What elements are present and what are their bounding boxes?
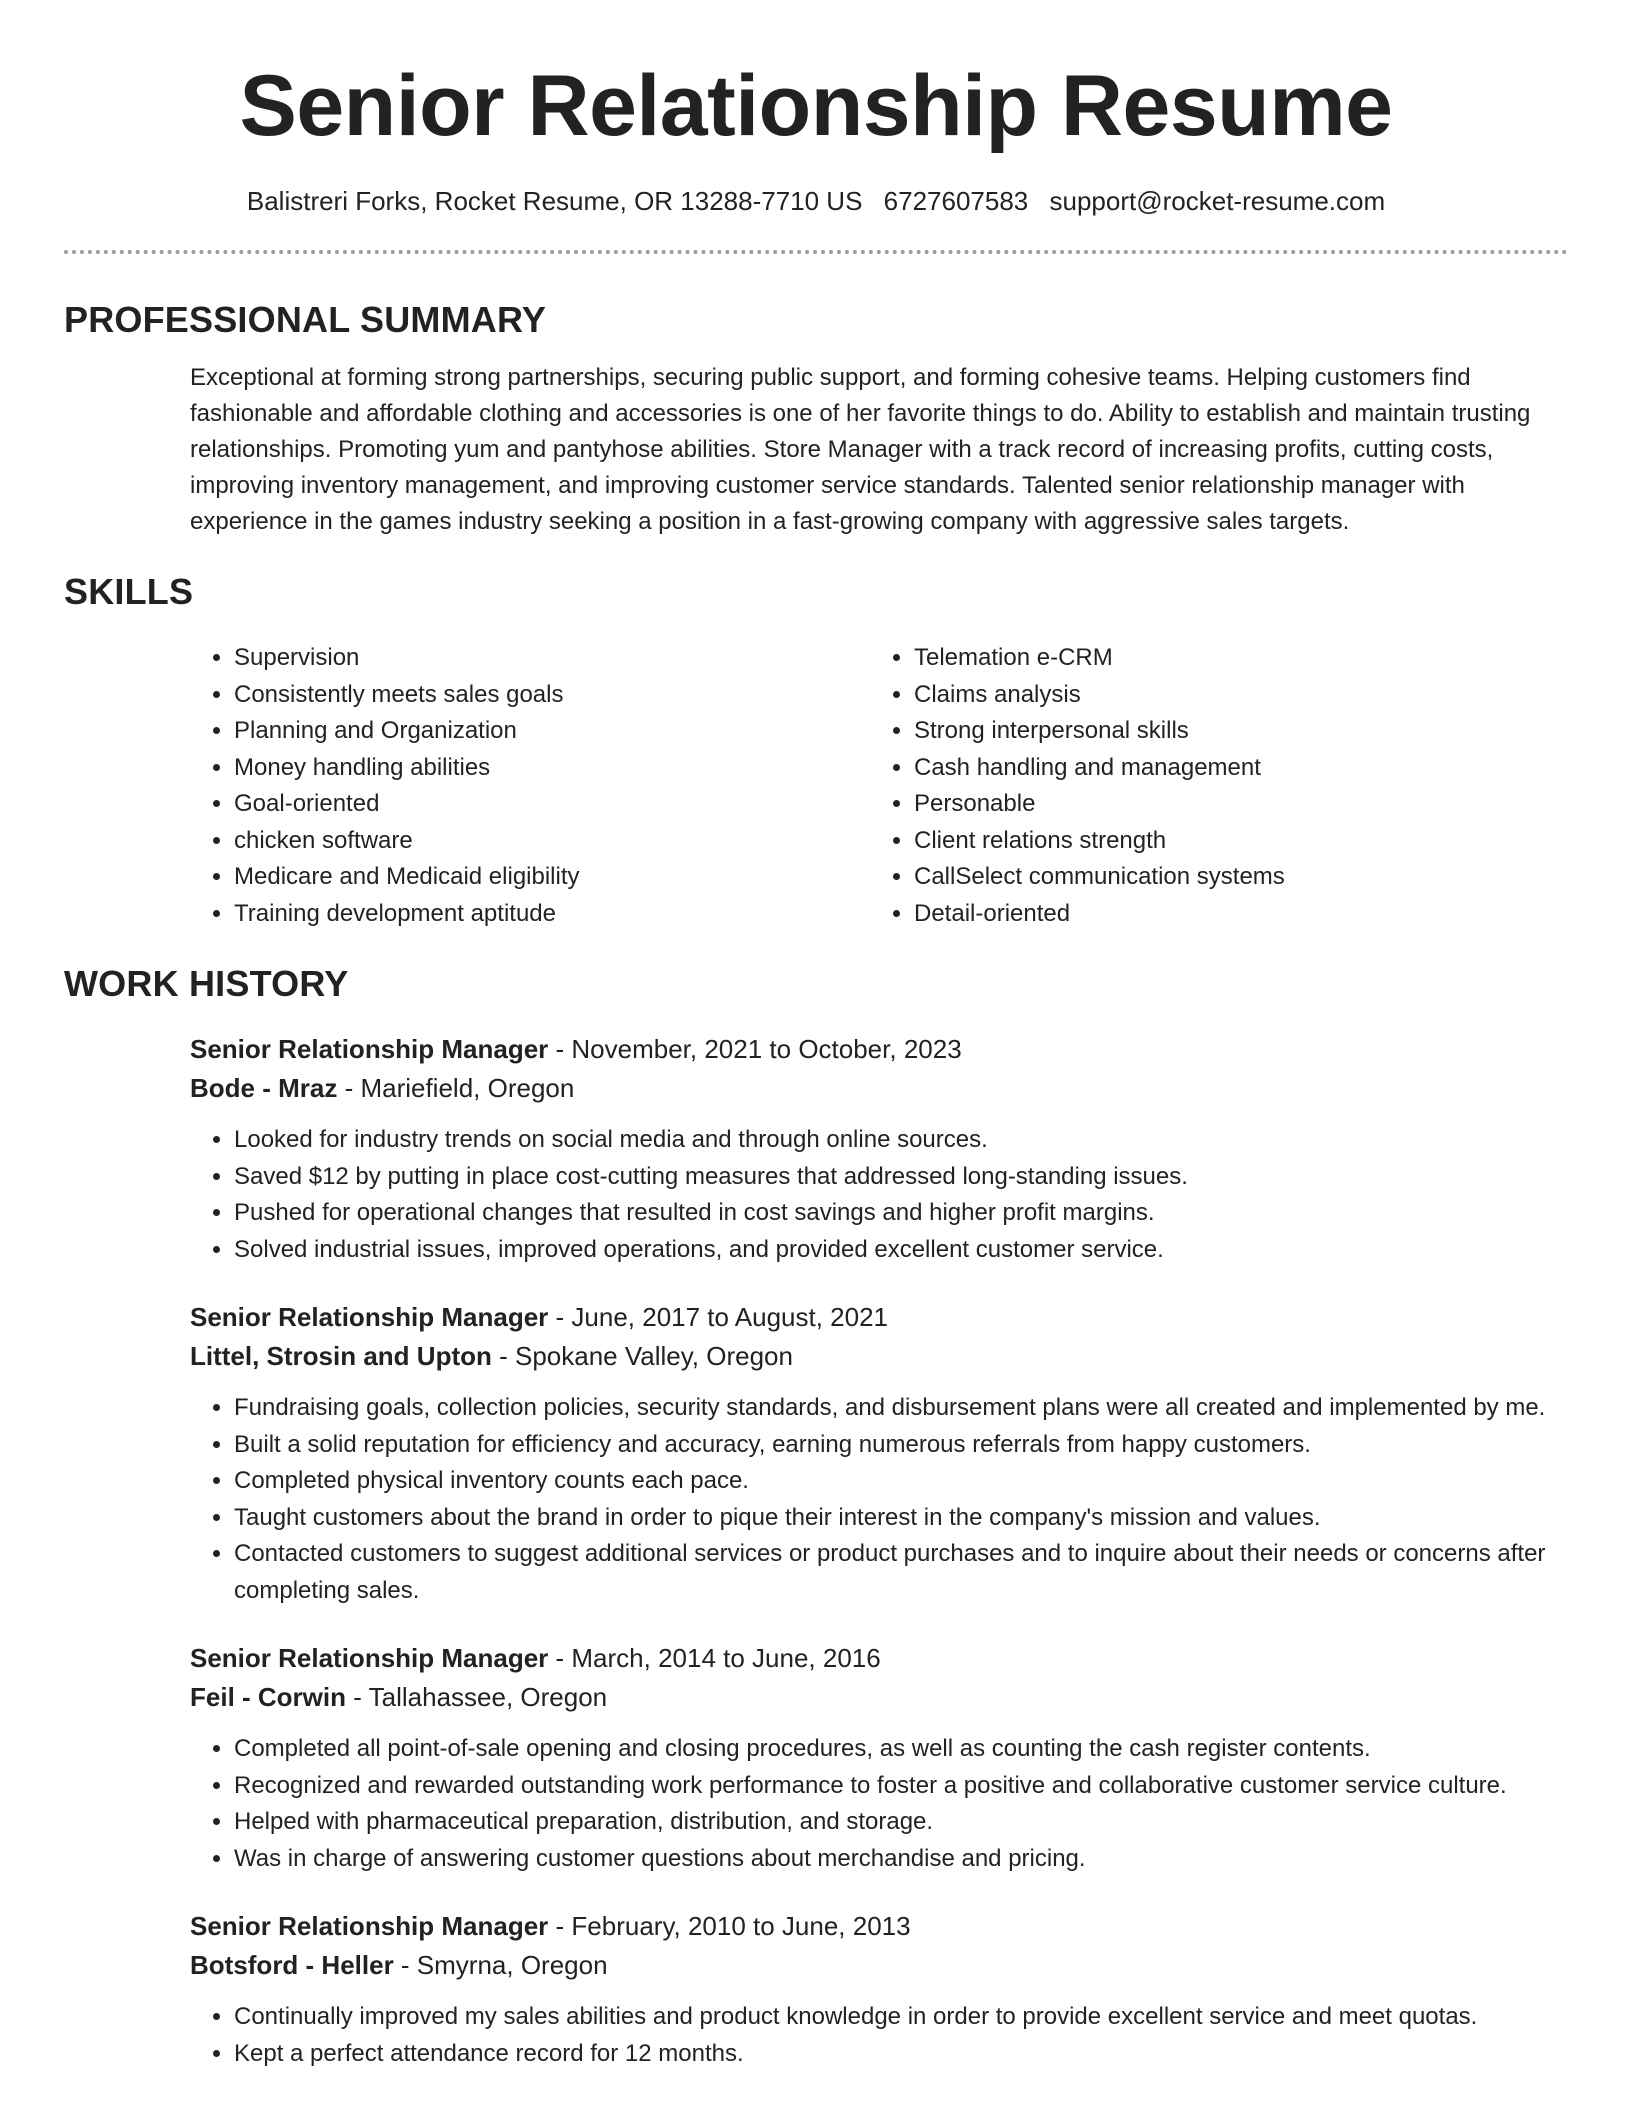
- skill-item: • Client relations strength: [914, 823, 1285, 860]
- job-title: Senior Relationship Manager: [190, 1302, 549, 1332]
- job-bullets: [190, 1731, 1568, 1877]
- skill-item: • Medicare and Medicaid eligibility: [234, 859, 870, 896]
- job-bullets: [190, 1390, 1568, 1609]
- skill-item: • Supervision: [234, 640, 870, 677]
- skill-item: • Personable: [914, 786, 1285, 823]
- job-company-line: [190, 1678, 1568, 1717]
- job-title: Senior Relationship Manager: [190, 1034, 549, 1064]
- job-bullet: • Contacted customers to suggest additional services or product purchases and to inquire about their needs or concerns after completing sales.: [234, 1536, 1568, 1609]
- job-dates: - March, 2014 to June, 2016: [548, 1643, 881, 1673]
- section-heading-work-history: WORK HISTORY: [64, 963, 349, 1004]
- header-divider: [64, 250, 1568, 254]
- skills-list-right: [870, 640, 1285, 932]
- job-entry: [190, 1298, 1568, 1609]
- job-title: Senior Relationship Manager: [190, 1643, 549, 1673]
- skill-item: • Detail-oriented: [914, 896, 1285, 933]
- job-company: Feil - Corwin: [190, 1682, 346, 1712]
- job-bullet: • Solved industrial issues, improved operations, and provided excellent customer service.: [234, 1232, 1568, 1269]
- job-title-line: [190, 1907, 1568, 1946]
- skill-item: • Strong interpersonal skills: [914, 713, 1285, 750]
- contact-line: [64, 184, 1568, 218]
- job-location: - Smyrna, Oregon: [393, 1950, 608, 1980]
- skill-item: • Goal-oriented: [234, 786, 870, 823]
- section-heading-skills: SKILLS: [64, 571, 194, 612]
- job-dates: - June, 2017 to August, 2021: [548, 1302, 888, 1332]
- job-company: Littel, Strosin and Upton: [190, 1341, 492, 1371]
- job-company-line: [190, 1946, 1568, 1985]
- job-company-line: [190, 1069, 1568, 1108]
- job-bullet: • Recognized and rewarded outstanding work performance to foster a positive and collaborative customer service culture.: [234, 1768, 1568, 1805]
- skills-columns: [190, 640, 1568, 932]
- job-dates: - November, 2021 to October, 2023: [548, 1034, 962, 1064]
- job-bullet: • Completed all point-of-sale opening and closing procedures, as well as counting the cash register contents.: [234, 1731, 1568, 1768]
- job-bullet: • Was in charge of answering customer questions about merchandise and pricing.: [234, 1841, 1568, 1878]
- job-bullet: • Looked for industry trends on social media and through online sources.: [234, 1122, 1568, 1159]
- summary-text: Exceptional at forming strong partnerships, securing public support, and forming cohesive teams. Helping customers find fashionable and affordable clothing and accessories is one of her favorite things to do. Ability to establish and maintain trusting relationships. Promoting yum and pantyhose abilities. Store Manager with a track record of increasing profits, cutting costs, improving inventory management, and improving customer service standards. Talented senior relationship manager with experience in the games industry seeking a position in a fast-growing company with aggressive sales targets.: [190, 364, 1531, 535]
- job-bullet: • Built a solid reputation for efficiency and accuracy, earning numerous referrals from happy customers.: [234, 1427, 1568, 1464]
- contact-address: Balistreri Forks, Rocket Resume, OR 13288-7710 US: [246, 186, 863, 216]
- job-bullet: • Continually improved my sales abilities and product knowledge in order to provide excellent service and meet quotas.: [234, 1999, 1568, 2036]
- skills-list-left: [190, 640, 870, 932]
- skill-item: • chicken software: [234, 823, 870, 860]
- job-company: Botsford - Heller: [190, 1950, 394, 1980]
- job-bullet: • Kept a perfect attendance record for 12 months.: [234, 2036, 1568, 2073]
- job-location: - Tallahassee, Oregon: [346, 1682, 608, 1712]
- contact-email[interactable]: support@rocket-resume.com: [1049, 186, 1386, 216]
- skills-section: [64, 570, 1568, 932]
- job-location: - Mariefield, Oregon: [337, 1073, 575, 1103]
- job-title-line: [190, 1639, 1568, 1678]
- skill-item: • Telemation e-CRM: [914, 640, 1285, 677]
- skill-item: • Money handling abilities: [234, 750, 870, 787]
- skill-item: • Consistently meets sales goals: [234, 677, 870, 714]
- skill-item: • CallSelect communication systems: [914, 859, 1285, 896]
- work-history-section: [64, 962, 1568, 2072]
- job-company: Bode - Mraz: [190, 1073, 338, 1103]
- job-bullet: • Saved $12 by putting in place cost-cutting measures that addressed long-standing issues.: [234, 1159, 1568, 1196]
- job-title-line: [190, 1030, 1568, 1069]
- job-title: Senior Relationship Manager: [190, 1911, 549, 1941]
- job-location: - Spokane Valley, Oregon: [491, 1341, 793, 1371]
- job-bullet: • Fundraising goals, collection policies, security standards, and disbursement plans were all created and implemented by me.: [234, 1390, 1568, 1427]
- job-bullet: • Pushed for operational changes that resulted in cost savings and higher profit margins.: [234, 1195, 1568, 1232]
- job-title-line: [190, 1298, 1568, 1337]
- job-bullet: • Helped with pharmaceutical preparation, distribution, and storage.: [234, 1804, 1568, 1841]
- job-bullets: [190, 1999, 1568, 2072]
- skill-item: • Cash handling and management: [914, 750, 1285, 787]
- skill-item: • Planning and Organization: [234, 713, 870, 750]
- section-heading-summary: PROFESSIONAL SUMMARY: [64, 299, 547, 340]
- contact-phone: 6727607583: [883, 186, 1029, 216]
- resume-title: Senior Relationship Resume: [239, 58, 1393, 154]
- job-entry: [190, 1907, 1568, 2072]
- job-bullets: [190, 1122, 1568, 1268]
- job-bullet: • Completed physical inventory counts each pace.: [234, 1463, 1568, 1500]
- skill-item: • Training development aptitude: [234, 896, 870, 933]
- job-entry: [190, 1030, 1568, 1268]
- professional-summary-section: [64, 298, 1568, 540]
- job-company-line: [190, 1337, 1568, 1376]
- job-dates: - February, 2010 to June, 2013: [548, 1911, 911, 1941]
- job-entry: [190, 1639, 1568, 1877]
- job-bullet: • Taught customers about the brand in order to pique their interest in the company's mission and values.: [234, 1500, 1568, 1537]
- skill-item: • Claims analysis: [914, 677, 1285, 714]
